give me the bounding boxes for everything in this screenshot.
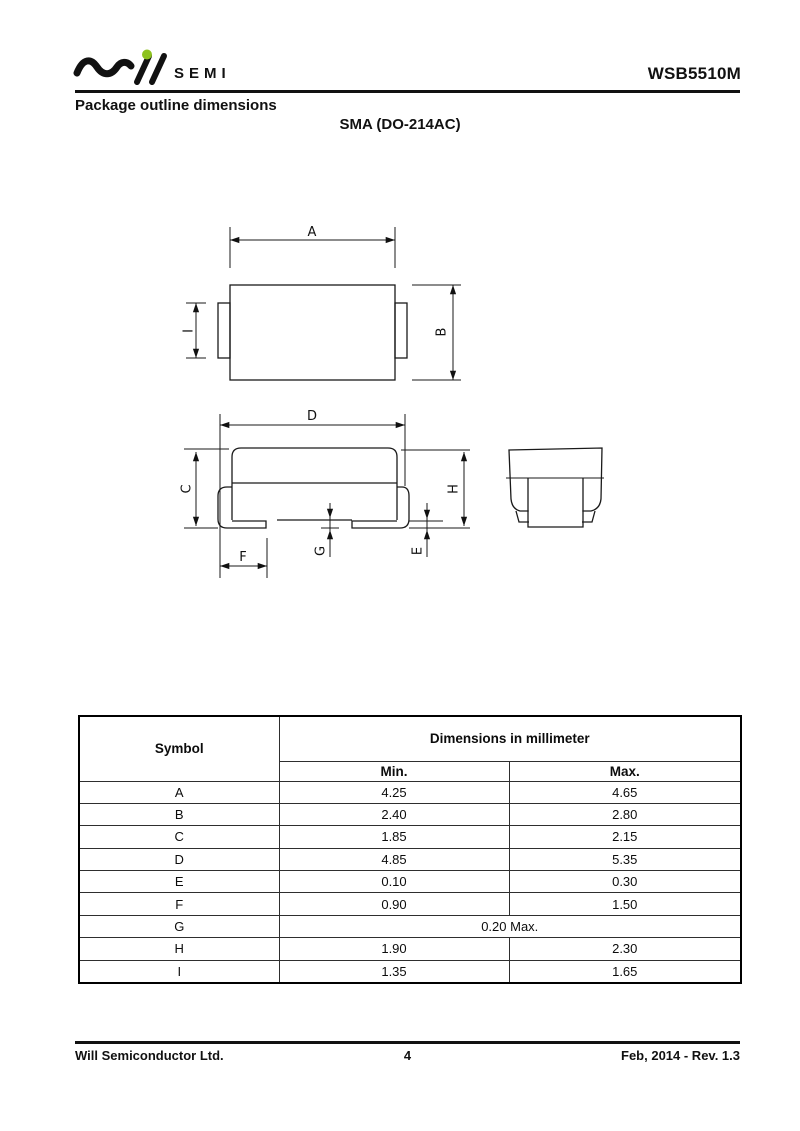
brand-text: SEMI	[174, 65, 231, 82]
symbol-cell: F	[79, 893, 279, 915]
max-cell: 2.80	[509, 803, 741, 825]
table-row	[79, 848, 741, 870]
symbol-cell: G	[79, 915, 279, 937]
dim-label-a: A	[307, 225, 317, 240]
table-row	[79, 915, 741, 937]
dimensions-table	[78, 715, 742, 984]
max-cell: 2.30	[509, 938, 741, 960]
dim-label-b: B	[434, 327, 450, 337]
top-view-right-lead	[395, 303, 407, 358]
table-row	[79, 893, 741, 915]
dim-label-d: D	[306, 409, 318, 424]
symbol-cell: B	[79, 803, 279, 825]
symbol-cell: H	[79, 938, 279, 960]
max-cell: 1.50	[509, 893, 741, 915]
dim-label-i: I	[181, 329, 197, 333]
col-header-dimensions: Dimensions in millimeter	[279, 716, 741, 761]
min-cell: 4.25	[279, 781, 509, 803]
table-row	[79, 803, 741, 825]
dim-label-h: H	[446, 484, 462, 494]
dimension-labels	[180, 225, 462, 565]
col-header-symbol: Symbol	[79, 716, 279, 781]
symbol-cell: D	[79, 848, 279, 870]
section-title: Package outline dimensions	[75, 97, 277, 114]
end-view-lead	[528, 478, 583, 527]
dimension-lines	[196, 240, 464, 566]
symbol-cell: A	[79, 781, 279, 803]
gap-arrows	[330, 507, 427, 541]
table-row	[79, 871, 741, 893]
top-view-body	[230, 285, 395, 380]
symbol-cell: C	[79, 826, 279, 848]
extension-lines	[181, 227, 470, 578]
end-view-left-foot	[516, 511, 529, 522]
table-row	[79, 960, 741, 982]
dim-label-g: G	[313, 545, 329, 557]
footer-company: Will Semiconductor Ltd.	[75, 1048, 224, 1063]
symbol-cell: E	[79, 871, 279, 893]
brand-logo	[72, 48, 257, 92]
max-cell: 1.65	[509, 960, 741, 982]
min-cell: 0.90	[279, 893, 509, 915]
min-cell: 4.85	[279, 848, 509, 870]
dim-label-e: E	[410, 546, 426, 556]
min-cell: 0.10	[279, 871, 509, 893]
max-cell: 4.65	[509, 781, 741, 803]
footer-page-number: 4	[403, 1048, 412, 1063]
end-view-body	[509, 448, 602, 511]
min-cell: 2.40	[279, 803, 509, 825]
table-row	[79, 938, 741, 960]
package-title: SMA (DO-214AC)	[339, 116, 461, 133]
footer-revision: Feb, 2014 - Rev. 1.3	[621, 1048, 740, 1063]
part-number: WSB5510M	[647, 64, 741, 83]
package-body-outlines	[218, 285, 604, 528]
min-cell: 1.35	[279, 960, 509, 982]
logo-wave-icon	[77, 56, 164, 82]
dim-label-f: F	[239, 550, 247, 565]
logo-dot-icon	[142, 50, 152, 60]
table-row	[79, 781, 741, 803]
header-rule	[75, 90, 740, 93]
max-cell: 5.35	[509, 848, 741, 870]
col-header-max: Max.	[509, 761, 741, 781]
dim-label-c: C	[179, 484, 195, 494]
min-cell: 1.90	[279, 938, 509, 960]
span-value-cell: 0.20 Max.	[279, 915, 741, 937]
min-cell: 1.85	[279, 826, 509, 848]
end-view-right-foot	[582, 511, 595, 522]
side-view-right-lead	[352, 487, 409, 528]
footer-rule	[75, 1041, 740, 1044]
max-cell: 2.15	[509, 826, 741, 848]
symbol-cell: I	[79, 960, 279, 982]
side-view-body	[232, 448, 397, 520]
col-header-min: Min.	[279, 761, 509, 781]
max-cell: 0.30	[509, 871, 741, 893]
table-row	[79, 826, 741, 848]
top-view-left-lead	[218, 303, 230, 358]
side-view-left-lead	[218, 487, 266, 528]
